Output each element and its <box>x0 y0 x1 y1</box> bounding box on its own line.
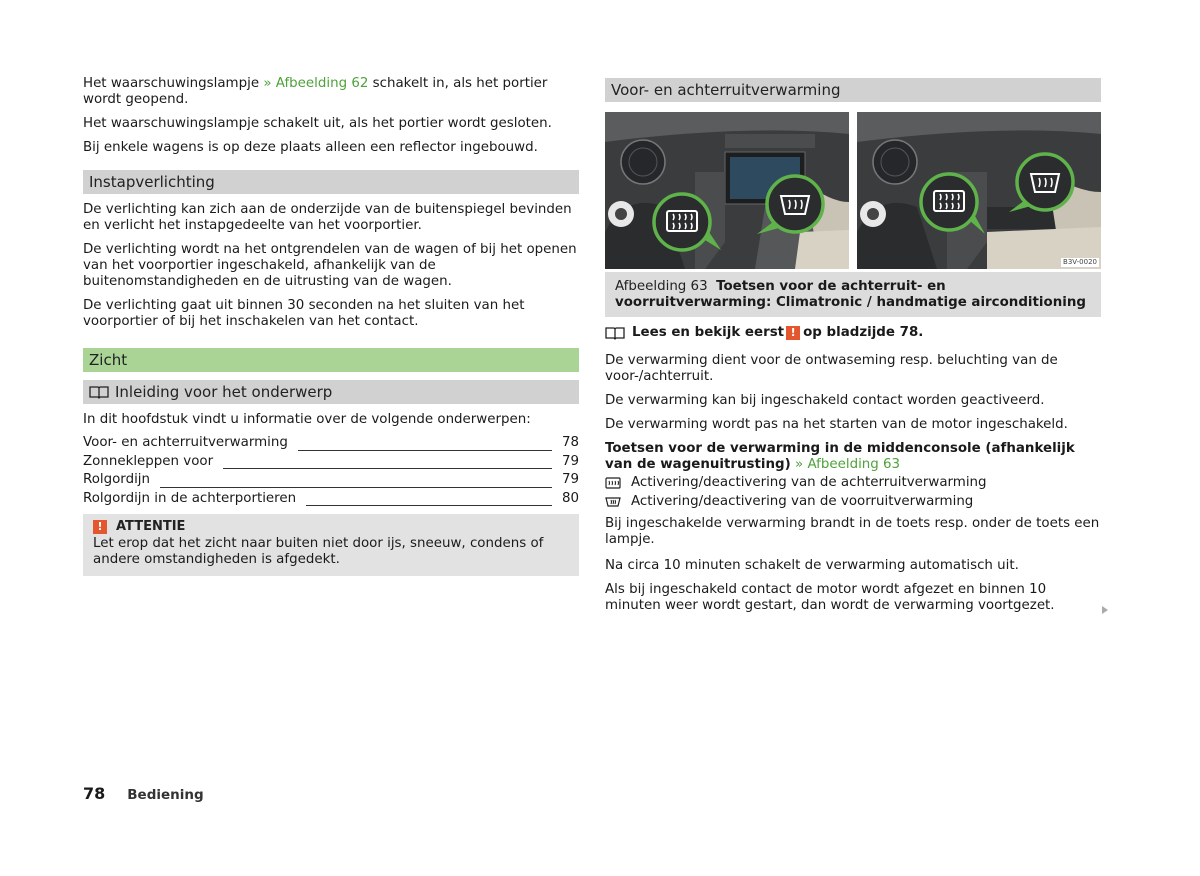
paragraph-heating-purpose: De verwarming dient voor de ontwaseming resp. beluchting van de voor-/achterruit. <box>605 353 1058 384</box>
paragraph-toetsen: Toetsen voor de verwarming in de middenconsole (afhankelijk van de wagenuitrusting) » Afbeelding 63 <box>605 441 1075 472</box>
toc-page: 78 <box>561 435 579 450</box>
toc-list <box>83 435 579 509</box>
caption-number: Afbeelding 63 <box>615 279 708 294</box>
paragraph-heating-activation: De verwarming kan bij ingeschakeld contact worden geactiveerd. <box>605 393 1045 408</box>
section-heading-zicht: Zicht <box>83 348 579 372</box>
paragraph-restart: Als bij ingeschakeld contact de motor wordt afgezet en binnen 10 minuten weer wordt gestart, dan wordt de verwarming voortgezet. <box>605 582 1055 613</box>
paragraph-warning-light-off: Het waarschuwingslampje schakelt uit, als het portier wordt gesloten. <box>83 116 552 131</box>
figure-63-link[interactable]: » Afbeelding 63 <box>795 457 901 472</box>
toc-title: Rolgordijn in de achterportieren <box>83 490 297 506</box>
toc-row[interactable] <box>83 454 579 473</box>
paragraph-auto-off: Na circa 10 minuten schakelt de verwarming automatisch uit. <box>605 558 1019 573</box>
attentie-box <box>83 514 579 576</box>
attentie-heading: ! ATTENTIE <box>93 517 569 536</box>
chapter-name: Bediening <box>127 787 204 803</box>
page-number: 78 <box>83 784 106 803</box>
dashboard-photo-right <box>857 112 1101 269</box>
toc-title: Zonnekleppen voor <box>83 453 214 469</box>
toc-page: 79 <box>561 453 579 469</box>
paragraph-reflector: Bij enkele wagens is op deze plaats alleen een reflector ingebouwd. <box>83 140 538 155</box>
section-heading-inleiding: Inleiding voor het onderwerp <box>83 380 579 404</box>
toc-title: Voor- en achterruitverwarming <box>83 435 288 450</box>
caption-text: Toetsen voor de achterruit- en voorruitverwarming: Climatronic / handmatige airconditioning <box>615 279 1086 310</box>
toc-page: 79 <box>561 472 579 487</box>
paragraph-instap-3: De verlichting gaat uit binnen 30 seconden na het sluiten van het voorportier of bij het inschakelen van het contact. <box>83 298 525 329</box>
figure-62-link[interactable]: » Afbeelding 62 <box>263 76 369 91</box>
dashboard-illustration <box>857 112 1101 269</box>
left-column <box>83 76 579 576</box>
page-footer <box>83 786 204 803</box>
warning-icon: ! <box>93 520 107 534</box>
figure-caption <box>605 272 1101 317</box>
continue-arrow-icon <box>1102 606 1108 614</box>
paragraph-lamp: Bij ingeschakelde verwarming brandt in de toets resp. onder de toets een lampje. <box>605 516 1100 547</box>
toc-leader <box>298 450 552 451</box>
toc-page: 80 <box>561 490 579 506</box>
right-column <box>605 78 1101 622</box>
paragraph-instap-2: De verlichting wordt na het ontgrendelen van de wagen of bij het openen van het voorportier ingeschakeld, afhankelijk van de buitenomstandigheden en de uitrusting van de wagen. <box>83 242 577 289</box>
book-icon <box>605 326 625 340</box>
toc-row[interactable] <box>83 491 579 510</box>
toc-row[interactable] <box>83 435 579 454</box>
front-window-heating-icon <box>605 496 621 508</box>
paragraph-inleiding-intro: In dit hoofdstuk vindt u informatie over de volgende onderwerpen: <box>83 412 531 427</box>
dashboard-illustration <box>605 112 849 269</box>
toc-leader <box>223 468 552 469</box>
book-icon <box>89 385 109 399</box>
attentie-text: Let erop dat het zicht naar buiten niet door ijs, sneeuw, condens of andere omstandigheden is afgedekt. <box>93 536 544 567</box>
figure-63 <box>605 112 1101 270</box>
dashboard-photo-left <box>605 112 849 269</box>
list-item-rear-heating: Activering/deactivering van de achterruitverwarming <box>605 473 1101 493</box>
toc-row[interactable] <box>83 472 579 491</box>
toc-leader <box>306 505 552 506</box>
warning-icon: ! <box>786 326 800 340</box>
paragraph-instap-1: De verlichting kan zich aan de onderzijde van de buitenspiegel bevinden en verlicht het instapgedeelte van het voorportier. <box>83 202 572 233</box>
figure-code-label: B3V-0020 <box>1063 258 1097 266</box>
section-heading-ruitverwarming: Voor- en achterruitverwarming <box>605 78 1101 102</box>
list-item-front-heating: Activering/deactivering van de voorruitverwarming <box>605 493 1101 513</box>
read-first-note: Lees en bekijk eerst ! op bladzijde 78. <box>605 325 1101 341</box>
paragraph-heating-engine: De verwarming wordt pas na het starten van de motor ingeschakeld. <box>605 417 1068 432</box>
rear-window-heating-icon <box>605 477 621 489</box>
toc-title: Rolgordijn <box>83 472 151 487</box>
toc-leader <box>160 487 552 488</box>
paragraph-warning-light-on: Het waarschuwingslampje » Afbeelding 62 schakelt in, als het portier wordt geopend. <box>83 76 548 107</box>
section-heading-instapverlichting: Instapverlichting <box>83 170 579 194</box>
